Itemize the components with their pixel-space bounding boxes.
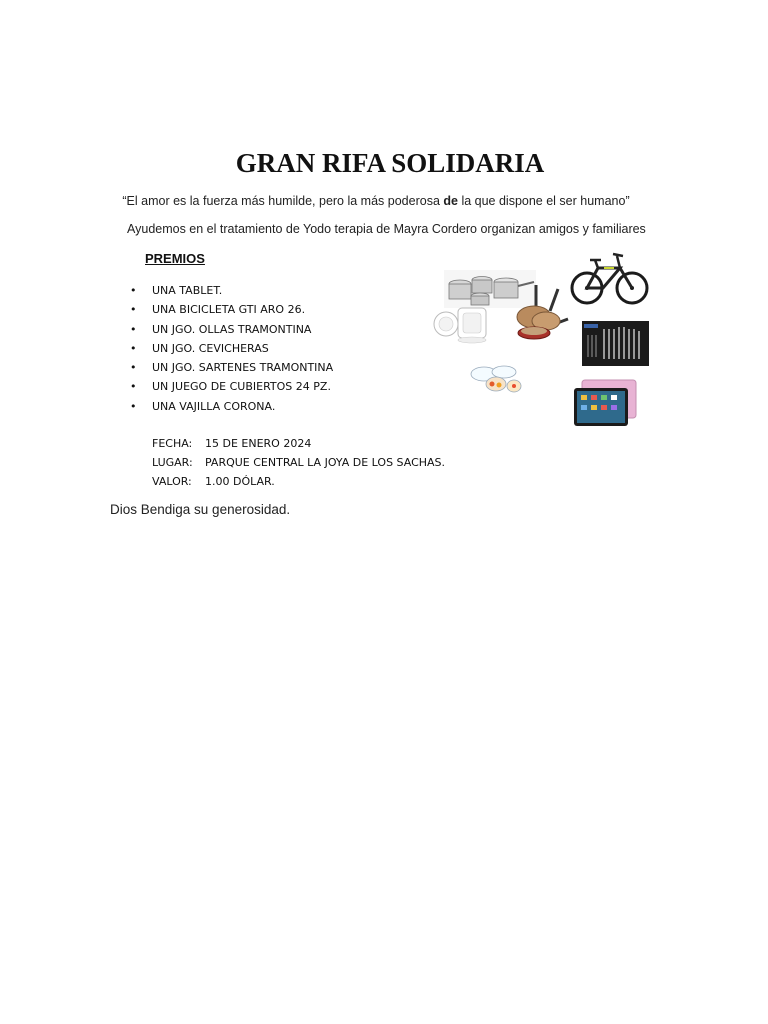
price-label: VALOR: (152, 475, 192, 488)
prize-label: UNA VAJILLA CORONA. (152, 399, 276, 413)
prize-label: UN JGO. CEVICHERAS (152, 341, 269, 355)
prizes-heading: PREMIOS (145, 251, 205, 266)
bullet-icon: • (130, 341, 137, 355)
bullet-icon: • (130, 361, 137, 375)
ceviche-bowls-image (468, 360, 524, 396)
dinnerware-set-image (432, 304, 492, 344)
raffle-details (152, 436, 445, 493)
prize-list (130, 283, 333, 418)
subtitle: Ayudemos en el tratamiento de Yodo terapia de Mayra Cordero organizan amigos y familiares (127, 222, 646, 236)
prize-label: UN JUEGO DE CUBIERTOS 24 PZ. (152, 380, 331, 394)
bullet-icon: • (130, 303, 137, 317)
list-item (130, 379, 333, 398)
price-row (152, 474, 445, 493)
date-row (152, 436, 445, 455)
list-item (130, 302, 333, 321)
quote (0, 194, 752, 208)
bullet-icon: • (130, 399, 137, 413)
bullet-icon: • (130, 380, 137, 394)
quote-part-1: “El amor es la fuerza más humilde, pero la más poderosa (122, 194, 444, 208)
date-label: FECHA: (152, 437, 193, 450)
list-item (130, 283, 333, 302)
prize-label: UN JGO. OLLAS TRAMONTINA (152, 322, 312, 336)
prize-label: UNA BICICLETA GTI ARO 26. (152, 303, 306, 317)
closing-text: Dios Bendiga su generosidad. (110, 502, 291, 517)
place-row (152, 455, 445, 474)
list-item (130, 360, 333, 379)
price-value: 1.00 DÓLAR. (205, 475, 275, 488)
bullet-icon: • (130, 322, 137, 336)
prize-label: UN JGO. SARTENES TRAMONTINA (152, 361, 334, 375)
list-item (130, 341, 333, 360)
place-value: PARQUE CENTRAL LA JOYA DE LOS SACHAS. (205, 456, 446, 469)
prize-label: UNA TABLET. (152, 284, 223, 297)
date-value: 15 DE ENERO 2024 (205, 437, 312, 450)
page-title: GRAN RIFA SOLIDARIA (235, 148, 545, 178)
list-item (130, 399, 333, 418)
place-label: LUGAR: (152, 456, 193, 469)
bullet-icon: • (130, 284, 137, 297)
frying-pans-image (512, 285, 570, 341)
list-item (130, 322, 333, 341)
tablet-image (574, 378, 638, 428)
cutlery-set-image (582, 321, 649, 366)
quote-bold: de (443, 194, 458, 208)
quote-part-2: la que dispone el ser humano” (457, 194, 630, 208)
bicycle-image (570, 250, 650, 308)
